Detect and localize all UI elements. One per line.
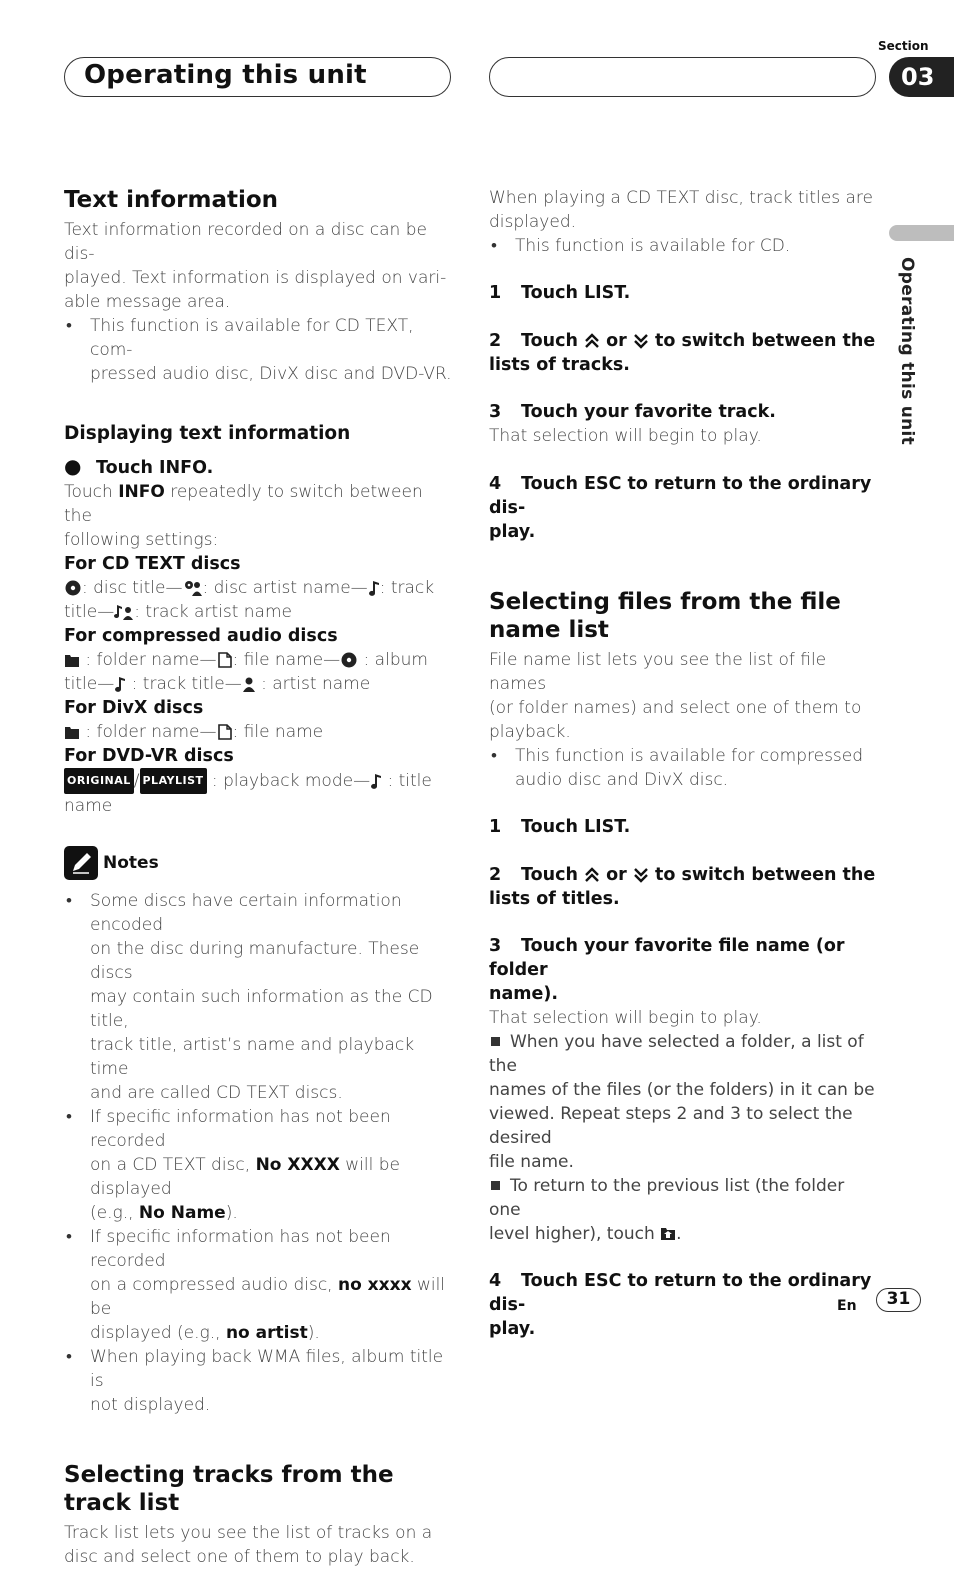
files-step-1: 1 Touch LIST. [489, 817, 631, 837]
cdtext-step-3-body: That selection will begin to play. [489, 426, 762, 446]
page-title: Operating this unit [84, 60, 367, 90]
original-badge: ORIGINAL [64, 768, 134, 794]
music-note-icon [114, 676, 126, 692]
page-down-icon [633, 867, 649, 883]
compressed-audio-heading: For compressed audio discs [64, 626, 338, 646]
touch-info-step: ● Touch INFO. [64, 454, 214, 478]
side-tab-bar [889, 225, 954, 241]
square-note-1: When you have selected a folder, a list of the names of the files (or the folders) in it can be viewed. Repeat steps 2 and 3 to select the desired file name. [489, 1032, 875, 1172]
heading-selecting-files: Selecting files from the file name list [489, 589, 841, 643]
square-bullet-icon [491, 1181, 500, 1190]
cdtext-body: When playing a CD TEXT disc, track titles are displayed. [489, 188, 873, 232]
round-bullet-icon: ● [64, 454, 82, 478]
files-body: File name list lets you see the list of file names (or folder names) and select one of them to playback. [489, 650, 862, 742]
text-info-bullets [64, 314, 456, 386]
language-label: En [837, 1298, 857, 1314]
files-step-4: 4 Touch ESC to return to the ordinary dis- play. [489, 1271, 872, 1339]
divx-heading: For DivX discs [64, 698, 204, 718]
list-item: • This function is available for CD TEXT, com- pressed audio disc, DivX disc and DVD-VR. [64, 314, 456, 386]
cd-text-discs-line: : disc title— : disc artist name— : track title— : track artist name [64, 578, 435, 622]
page-up-icon [584, 333, 600, 349]
compressed-audio-line: : folder name— : file name— : album title— : track title— : artist name [64, 650, 428, 694]
section-number-badge: 03 [889, 57, 954, 97]
list-item: • If specific information has not been recorded on a compressed audio disc, no xxxx will be displayed (e.g., no artist). [64, 1225, 456, 1345]
artist-icon [242, 676, 256, 692]
files-step-3: 3 Touch your favorite file name (or folder name). [489, 936, 845, 1004]
left-column [64, 186, 456, 1569]
files-bullets [489, 744, 881, 792]
section-label: Section [878, 39, 929, 53]
list-item: • This function is available for compressed audio disc and DivX disc. [489, 744, 881, 792]
square-note-2: To return to the previous list (the folder one level higher), touch . [489, 1176, 845, 1244]
side-tab-label: Operating this unit [897, 257, 917, 446]
page-number: 31 [876, 1288, 921, 1312]
cdtext-step-2: 2 Touch or to switch between the lists of tracks. [489, 331, 876, 375]
music-note-icon [368, 580, 380, 596]
list-item: • When playing back WMA files, album title is not displayed. [64, 1345, 456, 1417]
files-step-3-body: That selection will begin to play. [489, 1008, 762, 1028]
header-empty-frame [489, 57, 876, 97]
cd-text-discs-heading: For CD TEXT discs [64, 554, 241, 574]
playlist-badge: PLAYLIST [140, 768, 207, 794]
file-icon [217, 724, 233, 740]
right-column [489, 186, 881, 1341]
track-artist-icon [114, 604, 134, 620]
heading-text-information: Text information [64, 187, 279, 213]
heading-displaying-text-information: Displaying text information [64, 423, 351, 444]
divx-line: : folder name— : file name [64, 720, 456, 744]
list-item: • Some discs have certain information encoded on the disc during manufacture. These discs may contain such information as the CD title, track title, artist’s name and playback time and are called CD TEXT discs. [64, 889, 456, 1105]
notes-pencil-icon [64, 846, 98, 880]
page-up-icon [584, 867, 600, 883]
tracks-body: Track list lets you see the list of tracks on a disc and select one of them to play back. [64, 1523, 433, 1567]
list-item: • If specific information has not been recorded on a CD TEXT disc, No XXXX will be displayed (e.g., No Name). [64, 1105, 456, 1225]
text-info-intro: Text information recorded on a disc can be dis- played. Text information is displayed on vari- able message area. [64, 220, 447, 312]
list-item: • This function is available for CD. [489, 234, 881, 258]
dvdvr-line: ORIGINAL / PLAYLIST : playback mode— : title name [64, 768, 456, 818]
files-step-2: 2 Touch or to switch between the lists of titles. [489, 865, 876, 909]
notes-list [64, 889, 456, 1417]
page-down-icon [633, 333, 649, 349]
folder-icon [64, 653, 80, 668]
music-note-icon [370, 773, 382, 789]
cdtext-step-1: 1 Touch LIST. [489, 283, 631, 303]
cdtext-step-3: 3 Touch your favorite track. [489, 402, 776, 422]
touch-info-body: Touch INFO repeatedly to switch between the following settings: [64, 482, 423, 550]
disc-artist-icon [183, 580, 203, 596]
heading-selecting-tracks: Selecting tracks from the track list [64, 1462, 394, 1516]
square-bullet-icon [491, 1037, 500, 1046]
cdtext-bullets [489, 234, 881, 258]
cdtext-step-4: 4 Touch ESC to return to the ordinary dis- play. [489, 474, 872, 542]
folder-icon [64, 725, 80, 740]
dvdvr-heading: For DVD-VR discs [64, 746, 234, 766]
folder-up-icon [660, 1226, 676, 1242]
album-icon [340, 652, 358, 668]
file-icon [217, 652, 233, 668]
notes-header: Notes [64, 846, 456, 880]
disc-icon [64, 580, 82, 596]
